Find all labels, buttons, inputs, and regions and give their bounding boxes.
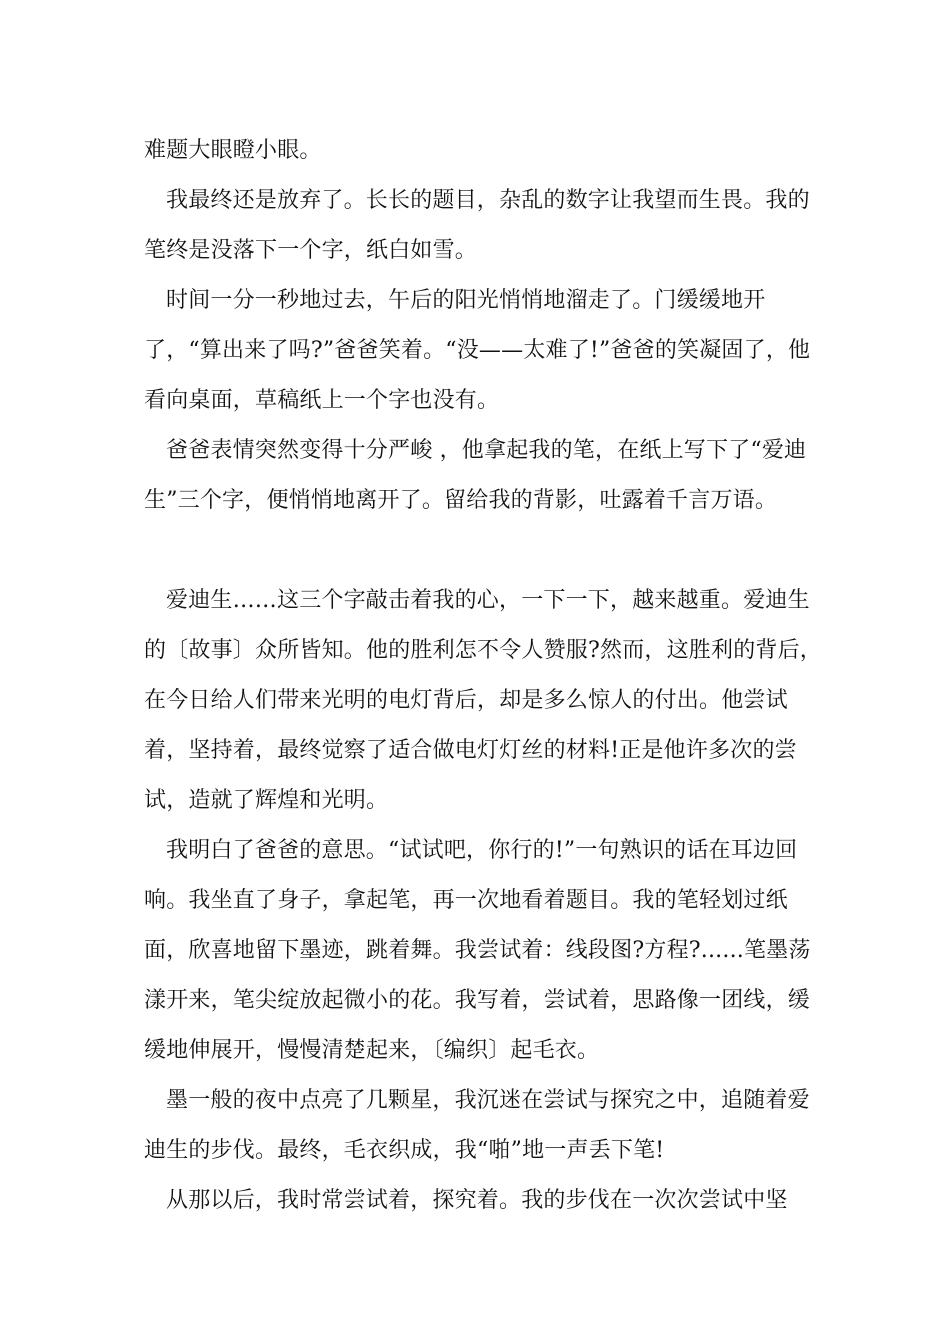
paragraph-6: 我明白了爸爸的意思。“试试吧，你行的!”一句熟识的话在耳边回响。我坐直了身子，拿起笔，再一次地看着题目。我的笔轻划过纸面，欣喜地留下墨迹，跳着舞。我尝试着：线段图?方程?......笔墨荡漾开来，笔尖绽放起微小的花。我写着，尝试着，思路像一团线，缓缓地伸展开，慢慢清楚起来，〔编织〕起毛衣。 (144, 838, 811, 1063)
body-text (144, 126, 824, 1226)
paragraph-8: 从那以后，我时常尝试着，探究着。我的步伐在一次次尝试中坚 (166, 1188, 788, 1213)
paragraph-1: 难题大眼瞪小眼。 (144, 138, 322, 163)
paragraph-5: 爱迪生……这三个字敲击着我的心，一下一下，越来越重。爱迪生的〔故事〕众所皆知。他的胜利怎不令人赞服?然而，这胜利的背后，在今日给人们带来光明的电灯背后，却是多么惊人的付出。他尝试着，坚持着，最终觉察了适合做电灯灯丝的材料!正是他许多次的尝试，造就了辉煌和光明。 (144, 588, 822, 813)
paragraph-4: 爸爸表情突然变得十分严峻 ，他拿起我的笔，在纸上写下了“爱迪生”三个字，便悄悄地离开了。留给我的背影，吐露着千言万语。 (144, 438, 807, 513)
paragraph-3: 时间一分一秒地过去，午后的阳光悄悄地溜走了。门缓缓地开了，“算出来了吗?”爸爸笑着。“没——太难了!”爸爸的笑凝固了，他看向桌面，草稿纸上一个字也没有。 (144, 288, 811, 413)
paragraph-7: 墨一般的夜中点亮了几颗星，我沉迷在尝试与探究之中，追随着爱迪生的步伐。最终，毛衣织成，我“啪”地一声丢下笔! (144, 1088, 810, 1163)
paragraph-2: 我最终还是放弃了。长长的题目，杂乱的数字让我望而生畏。我的笔终是没落下一个字，纸白如雪。 (144, 188, 810, 263)
paragraph-gap (144, 526, 824, 576)
